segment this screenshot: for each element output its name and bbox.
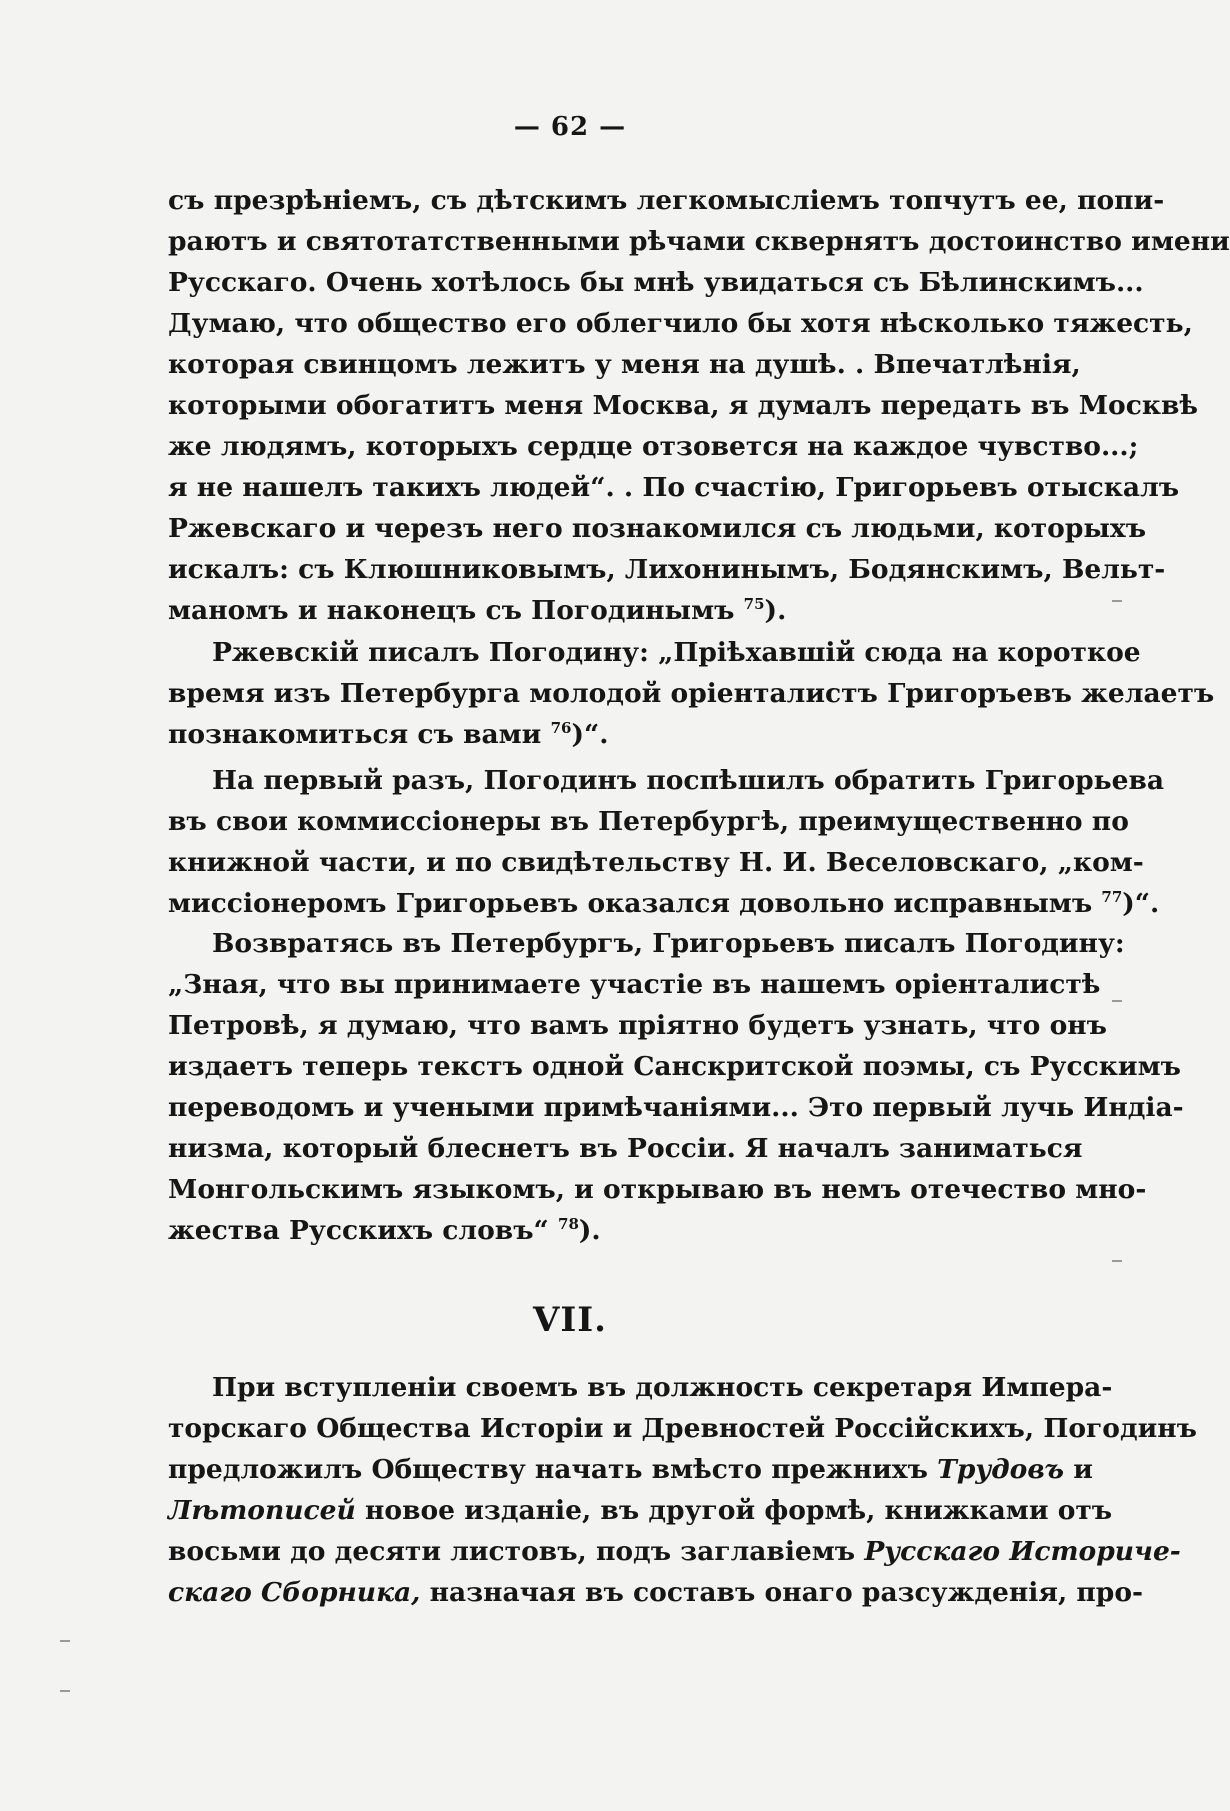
text-line: Монгольскимъ языкомъ, и открываю въ немъ отечество мно- [168, 1174, 1147, 1205]
text-line: которыми обогатитъ меня Москва, я думалъ передать въ Москвѣ [168, 390, 1199, 421]
text-line: При вступленіи своемъ въ должность секретаря Импера- [212, 1372, 1113, 1403]
text-fragment: назначая въ составъ онаго разсужденія, про- [429, 1577, 1143, 1608]
text-line [168, 1210, 1000, 1251]
footnote-marker: 75 [743, 595, 765, 614]
text-line: издаетъ теперь текстъ одной Санскритской поэмы, съ Русскимъ [168, 1051, 1181, 1082]
page-number: — 62 — [513, 112, 627, 142]
text-line: „Зная, что вы принимаете участіе въ нашемъ оріенталистѣ [168, 969, 1101, 1000]
text-line: торскаго Общества Исторіи и Древностей Россійскихъ, Погодинъ [168, 1413, 1197, 1444]
paragraph-commissioner [168, 760, 1165, 924]
text-fragment: предложилъ Обществу начать вмѣсто прежнихъ [168, 1454, 928, 1485]
text-line: которая свинцомъ лежитъ у меня на душѣ. . Впечатлѣнія, [168, 349, 1081, 380]
text-fragment: восьми до десяти листовъ, подъ заглавіемъ [168, 1536, 856, 1567]
footnote-marker: 78 [558, 1215, 579, 1234]
text-fragment: жества Русскихъ словъ“ [168, 1215, 549, 1246]
text-fragment: ). [578, 1215, 601, 1246]
chapter-heading: VII. [532, 1300, 608, 1340]
text-line [168, 1531, 1181, 1572]
text-line [168, 883, 1160, 924]
footnote-marker: 77 [1101, 888, 1123, 907]
text-fragment: познакомиться съ вами [168, 719, 542, 750]
text-line: въ свои коммиссіонеры въ Петербургѣ, преимущественно по [168, 806, 1129, 837]
scan-mark [60, 1690, 70, 1692]
text-line: низма, который блеснетъ въ Россіи. Я началъ заниматься [168, 1133, 1083, 1164]
text-fragment: маномъ и наконецъ съ Погодинымъ [168, 595, 735, 626]
text-fragment: )“. [1122, 888, 1160, 919]
text-line: съ презрѣніемъ, съ дѣтскимъ легкомысліемъ топчутъ ее, попи- [168, 185, 1165, 216]
paragraph-continuation [168, 180, 1230, 631]
text-fragment: новое изданіе, въ другой формѣ, книжками отъ [365, 1495, 1113, 1526]
paragraph-rzhevsky [168, 632, 1215, 755]
italic-title: Лѣтописей [168, 1495, 356, 1526]
text-fragment: миссіонеромъ Григорьевъ оказался довольно исправнымъ [168, 888, 1093, 919]
italic-title: Русскаго Историче- [864, 1536, 1181, 1567]
italic-title: скаго Сборника, [168, 1577, 421, 1608]
text-line: Ржевскаго и черезъ него познакомился съ людьми, которыхъ [168, 513, 1147, 544]
text-line: искалъ: съ Клюшниковымъ, Лихонинымъ, Бодянскимъ, Вельт- [168, 554, 1166, 585]
footnote-marker: 76 [550, 719, 572, 738]
text-line: книжной части, и по свидѣтельству Н. И. Веселовскаго, „ком- [168, 847, 1144, 878]
text-line: Возвратясь въ Петербургъ, Григорьевъ писалъ Погодину: [212, 928, 1125, 959]
text-line: Русскаго. Очень хотѣлось бы мнѣ увидаться съ Бѣлинскимъ... [168, 267, 1144, 298]
text-line: время изъ Петербурга молодой оріенталистъ Григоръевъ желаетъ [168, 678, 1215, 709]
text-line: переводомъ и учеными примѣчаніями... Это первый лучь Индіа- [168, 1092, 1184, 1123]
scan-mark [1112, 1000, 1122, 1002]
text-fragment: ). [764, 595, 787, 626]
text-fragment: )“. [571, 719, 609, 750]
text-line: Думаю, что общество его облегчило бы хотя нѣсколько тяжесть, [168, 308, 1193, 339]
text-line [168, 714, 1000, 755]
text-line: я не нашелъ такихъ людей“. . По счастію, Григорьевъ отыскалъ [168, 472, 1180, 503]
text-fragment: и [1073, 1454, 1093, 1485]
text-line: же людямъ, которыхъ сердце отзовется на каждое чувство...; [168, 431, 1139, 462]
text-line: Ржевскій писалъ Погодину: „Пріѣхавшій сюда на короткое [212, 637, 1141, 668]
text-line: Петровѣ, я думаю, что вамъ пріятно будетъ узнать, что онъ [168, 1010, 1107, 1041]
text-line [168, 1490, 1113, 1531]
text-line: На первый разъ, Погодинъ поспѣшилъ обратить Григорьева [212, 765, 1165, 796]
scan-mark [1112, 1260, 1122, 1262]
scan-mark [1112, 600, 1122, 602]
paragraph-chapter-seven [168, 1367, 1197, 1613]
paragraph-petersburg-letter [168, 923, 1184, 1251]
text-line [168, 590, 1000, 631]
text-line: раютъ и святотатственными рѣчами сквернятъ достоинство имени [168, 226, 1230, 257]
italic-title: Трудовъ [937, 1454, 1065, 1485]
text-line [168, 1572, 1143, 1613]
text-line [168, 1449, 1093, 1490]
scan-mark [60, 1640, 70, 1642]
